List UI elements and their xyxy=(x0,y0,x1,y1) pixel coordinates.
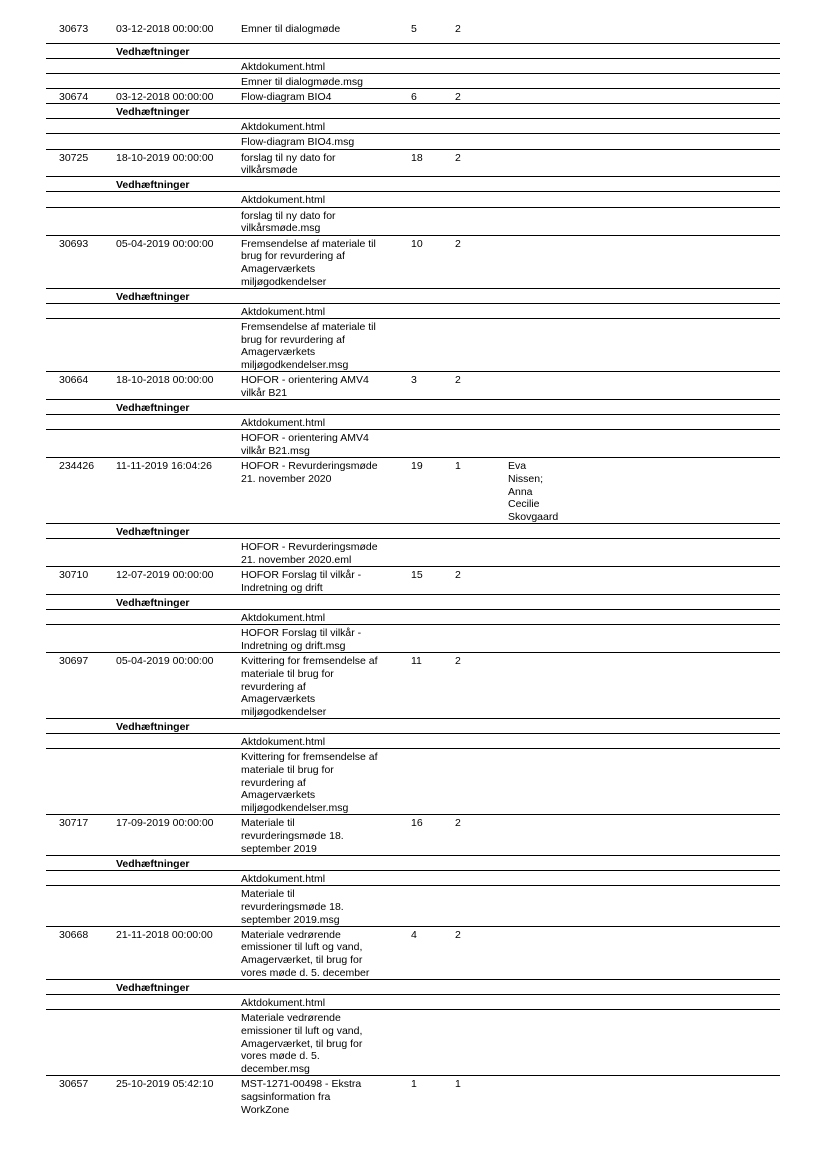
attachment-row xyxy=(46,734,780,749)
attachments-header-row xyxy=(46,104,780,119)
record-id: 30674 xyxy=(59,91,89,103)
record-date: 18-10-2018 00:00:00 xyxy=(116,374,214,387)
attachments-header-row xyxy=(46,289,780,304)
attachment-row xyxy=(46,304,780,319)
record-date: 12-07-2019 00:00:00 xyxy=(116,569,214,582)
record-row xyxy=(46,815,780,856)
record-title: MST-1271-00498 - Ekstra sagsinformation fra WorkZone xyxy=(241,1078,362,1116)
attachments-header-row xyxy=(46,719,780,734)
record-col-a: 3 xyxy=(411,374,417,387)
attachments-label: Vedhæftninger xyxy=(116,402,190,415)
attachments-label: Vedhæftninger xyxy=(116,46,190,58)
record-title: forslag til ny dato for vilkårsmøde xyxy=(241,151,336,177)
partial-record-row xyxy=(46,23,780,44)
record-row xyxy=(46,236,780,289)
attachment-row xyxy=(46,1010,780,1076)
attachment-filename: HOFOR Forslag til vilkår - Indretning og drift.msg xyxy=(241,627,362,652)
record-date: 11-11-2019 16:04:26 xyxy=(116,460,212,473)
attachment-filename: forslag til ny dato for vilkårsmøde.msg xyxy=(241,209,336,235)
record-title: HOFOR - orientering AMV4 vilkår B21 xyxy=(241,374,369,400)
record-row xyxy=(46,89,780,104)
attachments-header-row xyxy=(46,177,780,192)
attachment-row xyxy=(46,749,780,815)
record-title: Materiale vedrørende emissioner til luft og vand, Amagerværket, til brug for vores møde d. 5. december xyxy=(241,928,370,979)
record-col-b: 2 xyxy=(455,817,461,830)
attachment-filename: HOFOR - orientering AMV4 vilkår B21.msg xyxy=(241,432,369,458)
record-row xyxy=(46,372,780,400)
attachment-row xyxy=(46,208,780,236)
record-date: 05-04-2019 00:00:00 xyxy=(116,237,214,250)
attachments-header-row xyxy=(46,524,780,539)
attachments-header-row xyxy=(46,400,780,415)
record-col-b: 2 xyxy=(455,928,461,941)
record-row xyxy=(46,653,780,719)
record-col-b: 2 xyxy=(455,655,461,668)
attachment-filename: Aktdokument.html xyxy=(241,997,326,1009)
record-title: Materiale til revurderingsmøde 18. september 2019 xyxy=(241,817,344,855)
attachments-label: Vedhæftninger xyxy=(116,526,190,539)
attachment-row xyxy=(46,415,780,430)
record-id: 30673 xyxy=(59,23,89,35)
record-id: 30697 xyxy=(59,655,89,668)
attachment-filename: Aktdokument.html xyxy=(241,612,326,625)
attachment-filename: Aktdokument.html xyxy=(241,872,326,885)
record-date: 03-12-2018 00:00:00 xyxy=(116,91,214,103)
attachments-header-row xyxy=(46,980,780,995)
record-title: Flow-diagram BIO4 xyxy=(241,91,332,103)
record-col-a: 19 xyxy=(411,460,423,473)
record-col-a: 1 xyxy=(411,1078,417,1091)
attachments-header-row xyxy=(46,595,780,610)
record-id: 30693 xyxy=(59,237,89,250)
record-id: 30664 xyxy=(59,374,89,387)
record-date: 25-10-2019 05:42:10 xyxy=(116,1078,214,1091)
attachment-filename: Aktdokument.html xyxy=(241,121,326,134)
record-id: 30725 xyxy=(59,151,89,164)
record-title: Kvittering for fremsendelse af materiale til brug for revurdering af Amagerværkets miljøgodkendelser xyxy=(241,655,378,718)
record-col-a: 15 xyxy=(411,569,423,582)
attachments-label: Vedhæftninger xyxy=(116,106,190,119)
attachment-filename: HOFOR - Revurderingsmøde 21. november 2020.eml xyxy=(241,541,378,566)
attachment-filename: Emner til dialogmøde.msg xyxy=(241,76,363,88)
record-id: 234426 xyxy=(59,460,95,473)
record-title: HOFOR - Revurderingsmøde 21. november 2020 xyxy=(241,460,378,485)
record-col-b: 2 xyxy=(455,569,461,582)
attachment-filename: Flow-diagram BIO4.msg xyxy=(241,136,355,149)
attachment-row xyxy=(46,995,780,1010)
attachment-row xyxy=(46,886,780,927)
attachment-row xyxy=(46,871,780,886)
attachment-row xyxy=(46,119,780,134)
record-col-b: 1 xyxy=(455,460,461,473)
record-col-b: 2 xyxy=(455,151,461,164)
attachment-row xyxy=(46,539,780,567)
attachments-header-row xyxy=(46,44,780,59)
attachment-filename: Aktdokument.html xyxy=(241,305,326,318)
attachment-row xyxy=(46,192,780,207)
attachments-label: Vedhæftninger xyxy=(116,597,190,610)
attachment-row xyxy=(46,610,780,625)
record-col-a: 5 xyxy=(411,23,417,35)
attachments-header-row xyxy=(46,856,780,871)
record-col-b: 1 xyxy=(455,1078,461,1091)
record-row xyxy=(46,567,780,595)
attachments-label: Vedhæftninger xyxy=(116,982,190,994)
attachments-label: Vedhæftninger xyxy=(116,857,190,870)
record-date: 03-12-2018 00:00:00 xyxy=(116,23,214,35)
record-row xyxy=(46,927,780,980)
record-recipient: Eva Nissen; Anna Cecilie Skovgaard xyxy=(508,460,559,524)
record-col-a: 10 xyxy=(411,237,423,250)
record-row xyxy=(46,458,780,524)
attachment-row xyxy=(46,134,780,149)
attachment-filename: Aktdokument.html xyxy=(241,417,326,430)
record-col-a: 6 xyxy=(411,91,417,103)
attachment-filename: Materiale til revurderingsmøde 18. september 2019.msg xyxy=(241,888,344,926)
attachment-row xyxy=(46,59,780,74)
attachments-label: Vedhæftninger xyxy=(116,290,190,303)
record-date: 17-09-2019 00:00:00 xyxy=(116,817,214,830)
record-title: Fremsendelse af materiale til brug for revurdering af Amagerværkets miljøgodkendelser xyxy=(241,237,376,288)
attachment-filename: Aktdokument.html xyxy=(241,194,326,207)
record-row xyxy=(46,150,780,178)
record-id: 30710 xyxy=(59,569,89,582)
record-id: 30717 xyxy=(59,817,89,830)
partial-record-row xyxy=(46,1076,780,1120)
attachment-filename: Aktdokument.html xyxy=(241,736,326,749)
attachment-filename: Materiale vedrørende emissioner til luft og vand, Amagerværket, til brug for vores møde d. 5. december.msg xyxy=(241,1012,363,1075)
attachment-filename: Fremsendelse af materiale til brug for revurdering af Amagerværkets miljøgodkendelser.msg xyxy=(241,321,376,372)
attachments-label: Vedhæftninger xyxy=(116,179,190,192)
record-col-a: 4 xyxy=(411,928,417,941)
record-title: HOFOR Forslag til vilkår - Indretning og drift xyxy=(241,569,362,594)
attachment-row xyxy=(46,74,780,89)
attachment-filename: Kvittering for fremsendelse af materiale til brug for revurdering af Amagerværkets miljøgodkendelser.msg xyxy=(241,751,378,815)
record-col-a: 18 xyxy=(411,151,423,164)
record-col-b: 2 xyxy=(455,91,461,103)
record-col-a: 16 xyxy=(411,817,423,830)
attachment-row xyxy=(46,625,780,653)
record-id: 30668 xyxy=(59,928,89,941)
record-date: 05-04-2019 00:00:00 xyxy=(116,655,214,668)
record-title: Emner til dialogmøde xyxy=(241,23,341,35)
record-col-b: 2 xyxy=(455,23,461,35)
attachment-row xyxy=(46,430,780,458)
attachment-row xyxy=(46,319,780,372)
record-date: 18-10-2019 00:00:00 xyxy=(116,151,214,164)
record-date: 21-11-2018 00:00:00 xyxy=(116,928,213,941)
attachments-label: Vedhæftninger xyxy=(116,721,190,734)
record-col-b: 2 xyxy=(455,237,461,250)
record-col-a: 11 xyxy=(411,655,422,668)
attachment-filename: Aktdokument.html xyxy=(241,61,326,73)
document-table xyxy=(46,23,780,1120)
record-col-b: 2 xyxy=(455,374,461,387)
record-id: 30657 xyxy=(59,1078,89,1091)
